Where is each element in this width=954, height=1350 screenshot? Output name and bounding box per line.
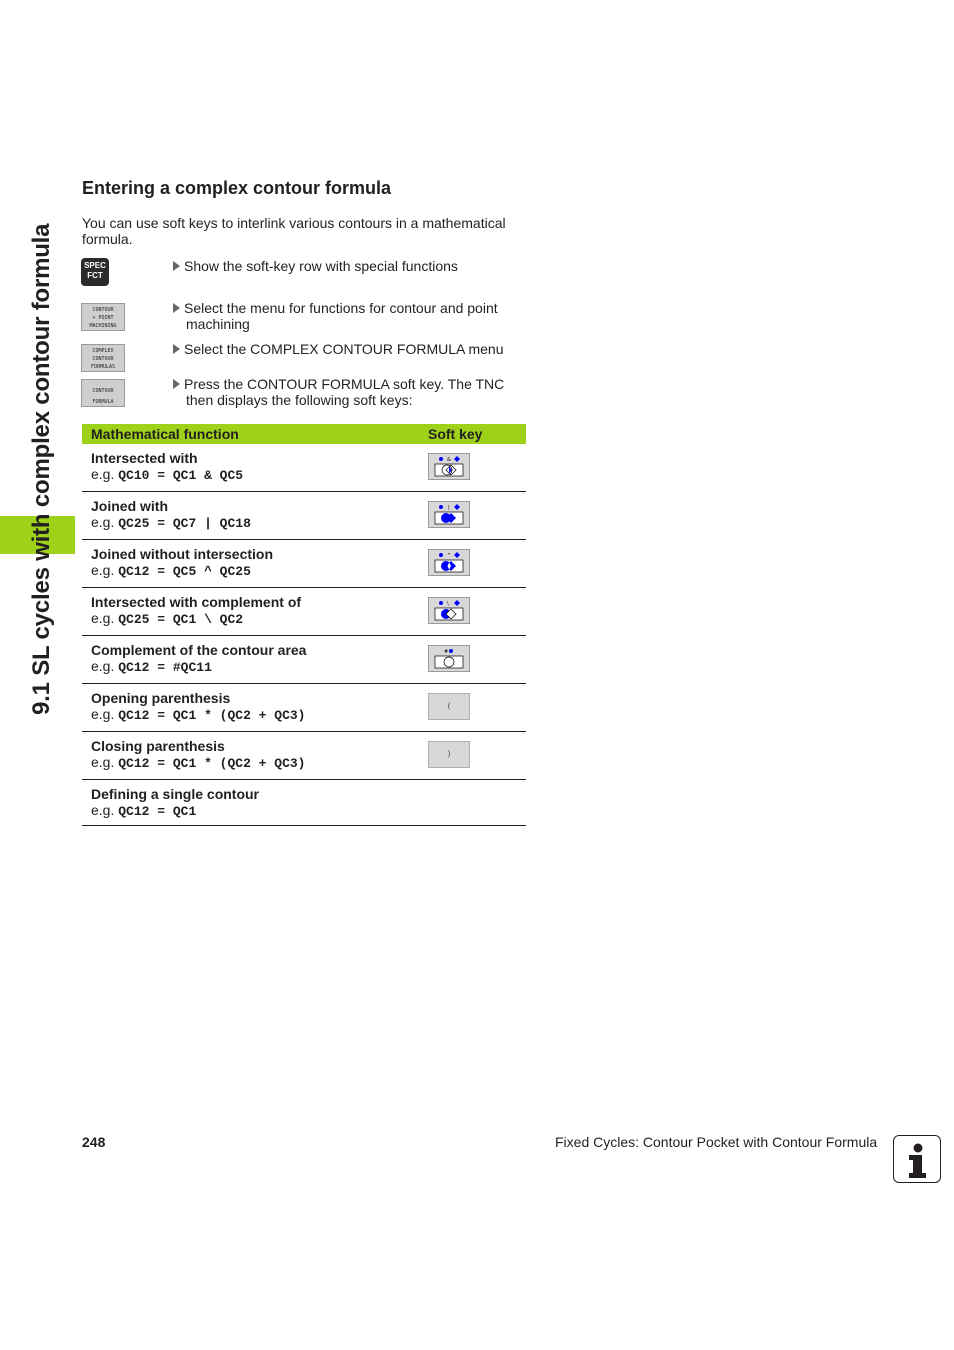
example-prefix: e.g.: [91, 658, 119, 674]
svg-text:|: |: [448, 505, 450, 511]
step-label: Show the soft-key row with special functions: [184, 258, 458, 274]
complement-softkey[interactable]: [428, 645, 470, 672]
close-paren-icon: ): [447, 751, 451, 758]
header-soft-key: Soft key: [419, 424, 526, 444]
step-contour-formula: [81, 376, 527, 416]
xor-icon: [429, 550, 469, 575]
open-paren-softkey[interactable]: [428, 693, 470, 720]
table-row: [82, 444, 526, 492]
function-cell: [82, 684, 419, 732]
example-code: QC12 = QC5 ^ QC25: [118, 564, 251, 579]
function-cell: [82, 588, 419, 636]
function-name: Intersected with complement of: [91, 594, 302, 610]
example: [91, 514, 419, 532]
complex-contour-formulas-softkey[interactable]: [81, 344, 125, 372]
spec-fct-key[interactable]: [81, 258, 109, 286]
example: [91, 706, 419, 724]
intro-paragraph: You can use soft keys to interlink various contours in a mathematical formula.: [82, 215, 506, 247]
function-cell: [82, 492, 419, 540]
union-icon: [429, 502, 469, 527]
key-label: FORMULAS: [90, 364, 116, 370]
difference-softkey[interactable]: [428, 597, 470, 624]
section-heading: Entering a complex contour formula: [82, 178, 392, 198]
example: [91, 466, 419, 484]
function-cell: [82, 540, 419, 588]
complement-icon: [429, 646, 469, 671]
svg-text:^: ^: [447, 553, 452, 559]
softkey-cell: [419, 492, 526, 540]
svg-text:#: #: [444, 649, 449, 655]
table-row: [82, 732, 526, 780]
key-label: MACHINING: [89, 323, 117, 329]
example: [91, 754, 419, 772]
xor-softkey[interactable]: [428, 549, 470, 576]
example: [91, 562, 419, 580]
difference-icon: [429, 598, 469, 623]
union-softkey[interactable]: [428, 501, 470, 528]
step-text: [173, 376, 523, 408]
arrow-icon: [173, 379, 180, 389]
table-row: [82, 588, 526, 636]
example: [91, 658, 419, 676]
softkey-cell: [419, 684, 526, 732]
example-prefix: e.g.: [91, 610, 119, 626]
step-complex-formula: [81, 341, 527, 381]
example: [91, 610, 419, 628]
step-contour-point: [81, 300, 527, 340]
arrow-icon: [173, 344, 180, 354]
page-number: 248: [82, 1134, 106, 1150]
contour-formula-softkey[interactable]: [81, 379, 125, 407]
softkey-cell: [419, 588, 526, 636]
table-row: [82, 540, 526, 588]
function-name: Joined without intersection: [91, 546, 274, 562]
function-name: Complement of the contour area: [91, 642, 307, 658]
example-code: QC12 = QC1 * (QC2 + QC3): [118, 756, 306, 771]
example-code: QC12 = #QC11: [118, 660, 212, 675]
key-label: SPEC: [84, 261, 106, 270]
footer-chapter-title: Fixed Cycles: Contour Pocket with Contour Formula: [555, 1134, 878, 1150]
svg-text:&: &: [447, 457, 451, 463]
chapter-side-title: 9.1 SL cycles with complex contour formula: [28, 223, 55, 715]
function-cell: [82, 780, 419, 826]
open-paren-icon: (: [447, 703, 451, 710]
softkey-cell-empty: [419, 780, 526, 826]
function-name: Intersected with: [91, 450, 198, 466]
key-label: FCT: [87, 271, 103, 280]
step-label-cont: then displays the following soft keys:: [186, 392, 413, 408]
intersect-icon: [429, 454, 469, 479]
softkey-cell: [419, 732, 526, 780]
example-prefix: e.g.: [91, 802, 119, 818]
function-table: [82, 424, 526, 826]
function-name: Closing parenthesis: [91, 738, 225, 754]
step-label-cont: machining: [186, 316, 250, 332]
close-paren-softkey[interactable]: [428, 741, 470, 768]
table-row: [82, 636, 526, 684]
step-spec-fct: [81, 258, 527, 298]
example-code: QC12 = QC1 * (QC2 + QC3): [118, 708, 306, 723]
softkey-cell: [419, 636, 526, 684]
example-code: QC12 = QC1: [118, 804, 197, 819]
function-name: Opening parenthesis: [91, 690, 231, 706]
arrow-icon: [173, 261, 180, 271]
example: [91, 802, 419, 820]
table-row: [82, 780, 526, 826]
softkey-cell: [419, 540, 526, 588]
function-cell: [82, 732, 419, 780]
function-name: Joined with: [91, 498, 168, 514]
key-label: CONTOUR: [92, 307, 114, 313]
function-cell: [82, 636, 419, 684]
softkey-cell: [419, 444, 526, 492]
intersect-softkey[interactable]: [428, 453, 470, 480]
step-text: [173, 341, 523, 357]
step-label: Select the menu for functions for contour and point: [184, 300, 498, 316]
example-prefix: e.g.: [91, 562, 119, 578]
function-cell: [82, 444, 419, 492]
table-row: [82, 684, 526, 732]
key-label: FORMULA: [92, 399, 114, 405]
example-prefix: e.g.: [91, 466, 119, 482]
step-text: [173, 300, 523, 332]
contour-point-machining-softkey[interactable]: [81, 303, 125, 331]
example-code: QC10 = QC1 & QC5: [118, 468, 244, 483]
arrow-icon: [173, 303, 180, 313]
svg-text:\: \: [447, 601, 449, 607]
info-icon: [893, 1135, 941, 1183]
function-name: Defining a single contour: [91, 786, 260, 802]
example-prefix: e.g.: [91, 514, 119, 530]
header-math-function: Mathematical function: [82, 424, 419, 444]
key-label: CONTOUR: [92, 356, 114, 362]
key-label: + POINT: [92, 315, 114, 321]
example-prefix: e.g.: [91, 754, 119, 770]
example-code: QC25 = QC7 | QC18: [118, 516, 251, 531]
table-header-row: [82, 424, 526, 444]
table-row: [82, 492, 526, 540]
key-label: COMPLEX: [92, 348, 114, 354]
step-label: Press the CONTOUR FORMULA soft key. The TNC: [184, 376, 505, 392]
example-prefix: e.g.: [91, 706, 119, 722]
step-label: Select the COMPLEX CONTOUR FORMULA menu: [184, 341, 504, 357]
example-code: QC25 = QC1 \ QC2: [118, 612, 244, 627]
step-text: [173, 258, 523, 274]
key-label: CONTOUR: [92, 388, 114, 394]
